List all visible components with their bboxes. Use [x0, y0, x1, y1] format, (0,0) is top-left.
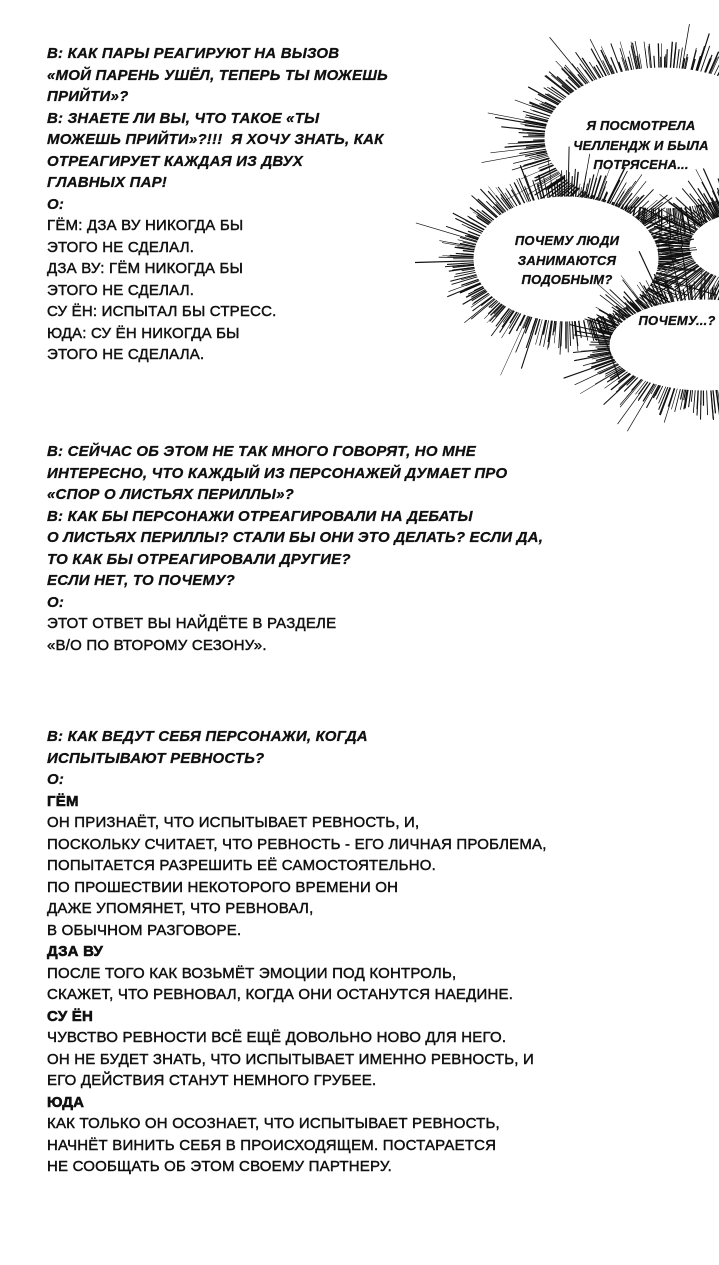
bubble-why: [606, 311, 719, 331]
qa-block-perilla-debate: [47, 441, 543, 656]
qa-line: ПОСКОЛЬКУ СЧИТАЕТ, ЧТО РЕВНОСТЬ - ЕГО ЛИЧНАЯ ПРОБЛЕМА,: [47, 835, 547, 853]
qa-line: ДЗА ВУ: [47, 943, 104, 960]
qa-line: ПО ПРОШЕСТВИИ НЕКОТОРОГО ВРЕМЕНИ ОН: [47, 878, 399, 896]
qa-line: СКАЖЕТ, ЧТО РЕВНОВАЛ, КОГДА ОНИ ОСТАНУТСЯ НАЕДИНЕ.: [47, 986, 514, 1003]
qa-line: СУ ЁН: [47, 1007, 93, 1025]
bubble-line: ПОЧЕМУ ЛЮДИ: [514, 233, 620, 248]
qa-line: ПРИЙТИ»?: [47, 88, 129, 105]
qa-line: В: СЕЙЧАС ОБ ЭТОМ НЕ ТАК МНОГО ГОВОРЯТ, НО МНЕ: [47, 443, 477, 460]
qa-line: ЭТОГО НЕ СДЕЛАЛ.: [47, 281, 195, 299]
qa-line: ОТРЕАГИРУЕТ КАЖДАЯ ИЗ ДВУХ: [47, 152, 304, 170]
qa-line: ТО КАК БЫ ОТРЕАГИРОВАЛИ ДРУГИЕ?: [47, 550, 351, 568]
qa-line: ЭТОГО НЕ СДЕЛАЛ.: [47, 238, 195, 256]
qa-line: ГЛАВНЫХ ПАР!: [47, 174, 168, 191]
qa-line: ЧУВСТВО РЕВНОСТИ ВСЁ ЕЩЁ ДОВОЛЬНО НОВО ДЛЯ НЕГО.: [47, 1029, 507, 1046]
qa-line: В: ЗНАЕТЕ ЛИ ВЫ, ЧТО ТАКОЕ «ТЫ: [47, 109, 320, 127]
qa-line: ОН НЕ БУДЕТ ЗНАТЬ, ЧТО ИСПЫТЫВАЕТ ИМЕННО РЕВНОСТЬ, И: [47, 1050, 535, 1068]
bubble-line: ЧЕЛЛЕНДЖ И БЫЛА: [573, 137, 709, 153]
qa-line: ДАЖЕ УПОМЯНЕТ, ЧТО РЕВНОВАЛ,: [47, 900, 314, 917]
qa-line: О ЛИСТЬЯХ ПЕРИЛЛЫ? СТАЛИ БЫ ОНИ ЭТО ДЕЛАТЬ? ЕСЛИ ДА,: [47, 529, 544, 546]
qa-line: В: КАК ВЕДУТ СЕБЯ ПЕРСОНАЖИ, КОГДА: [47, 728, 368, 745]
qa-line: ИСПЫТЫВАЮТ РЕВНОСТЬ?: [47, 749, 265, 767]
qa-line: В ОБЫЧНОМ РАЗГОВОРЕ.: [47, 921, 242, 939]
bubble-line: ПОТРЯСЕНА...: [593, 157, 689, 172]
qa-line: В: КАК БЫ ПЕРСОНАЖИ ОТРЕАГИРОВАЛИ НА ДЕБАТЫ: [47, 507, 473, 525]
qa-line: О:: [47, 593, 65, 611]
qa-line: ПОПЫТАЕТСЯ РАЗРЕШИТЬ ЕЁ САМОСТОЯТЕЛЬНО.: [47, 857, 436, 874]
qa-line: ГЁМ: [47, 792, 79, 810]
qa-line: ОН ПРИЗНАЁТ, ЧТО ИСПЫТЫВАЕТ РЕВНОСТЬ, И,: [47, 814, 420, 831]
bubble-shocked: [553, 116, 719, 175]
qa-line: «В/О ПО ВТОРОМУ СЕЗОНУ».: [47, 636, 267, 654]
qa-line: МОЖЕШЬ ПРИЙТИ»?!!! Я ХОЧУ ЗНАТЬ, КАК: [47, 131, 384, 148]
qa-line: ДЗА ВУ: ГЁМ НИКОГДА БЫ: [47, 260, 244, 277]
qa-line: СУ ЁН: ИСПЫТАЛ БЫ СТРЕСС.: [47, 303, 277, 320]
qa-line: КАК ТОЛЬКО ОН ОСОЗНАЕТ, ЧТО ИСПЫТЫВАЕТ РЕВНОСТЬ,: [47, 1115, 500, 1132]
speech-burst-cluster: [415, 10, 719, 445]
bubble-line: ПОЧЕМУ...?: [638, 313, 716, 328]
qa-line: «СПОР О ЛИСТЬЯХ ПЕРИЛЛЫ»?: [47, 486, 295, 503]
qa-line: О:: [47, 195, 65, 213]
qa-block-couple-challenge: [47, 43, 388, 366]
qa-line: ЕГО ДЕЙСТВИЯ СТАНУТ НЕМНОГО ГРУБЕЕ.: [47, 1072, 377, 1089]
qa-line: ЭТОТ ОТВЕТ ВЫ НАЙДЁТЕ В РАЗДЕЛЕ: [47, 615, 337, 632]
bubble-line: ПОДОБНЫМ?: [521, 272, 613, 287]
qa-line: ЕСЛИ НЕТ, ТО ПОЧЕМУ?: [47, 572, 235, 589]
qa-line: «МОЙ ПАРЕНЬ УШЁЛ, ТЕПЕРЬ ТЫ МОЖЕШЬ: [47, 66, 388, 84]
bubble-line: ЗАНИМАЮТСЯ: [517, 252, 617, 268]
bubble-line: Я ПОСМОТРЕЛА: [586, 118, 696, 133]
qa-line: О:: [47, 771, 65, 788]
qa-line: ПОСЛЕ ТОГО КАК ВОЗЬМЁТ ЭМОЦИИ ПОД КОНТРОЛЬ,: [47, 964, 457, 982]
qa-line: ЮДА: [47, 1093, 85, 1111]
qa-line: ГЁМ: ДЗА ВУ НИКОГДА БЫ: [47, 217, 244, 234]
qa-line: НАЧНЁТ ВИНИТЬ СЕБЯ В ПРОИСХОДЯЩЕМ. ПОСТАРАЕТСЯ: [47, 1136, 497, 1154]
qa-line: ИНТЕРЕСНО, ЧТО КАЖДЫЙ ИЗ ПЕРСОНАЖЕЙ ДУМАЕТ ПРО: [47, 464, 508, 482]
qa-line: В: КАК ПАРЫ РЕАГИРУЮТ НА ВЫЗОВ: [47, 45, 340, 62]
qa-line: ЭТОГО НЕ СДЕЛАЛА.: [47, 346, 205, 363]
qa-line: ЮДА: СУ ЁН НИКОГДА БЫ: [47, 324, 240, 342]
qa-line: НЕ СООБЩАТЬ ОБ ЭТОМ СВОЕМУ ПАРТНЕРУ.: [47, 1158, 392, 1175]
bubble-why-people: [478, 231, 656, 290]
qa-block-jealousy: [47, 726, 547, 1178]
